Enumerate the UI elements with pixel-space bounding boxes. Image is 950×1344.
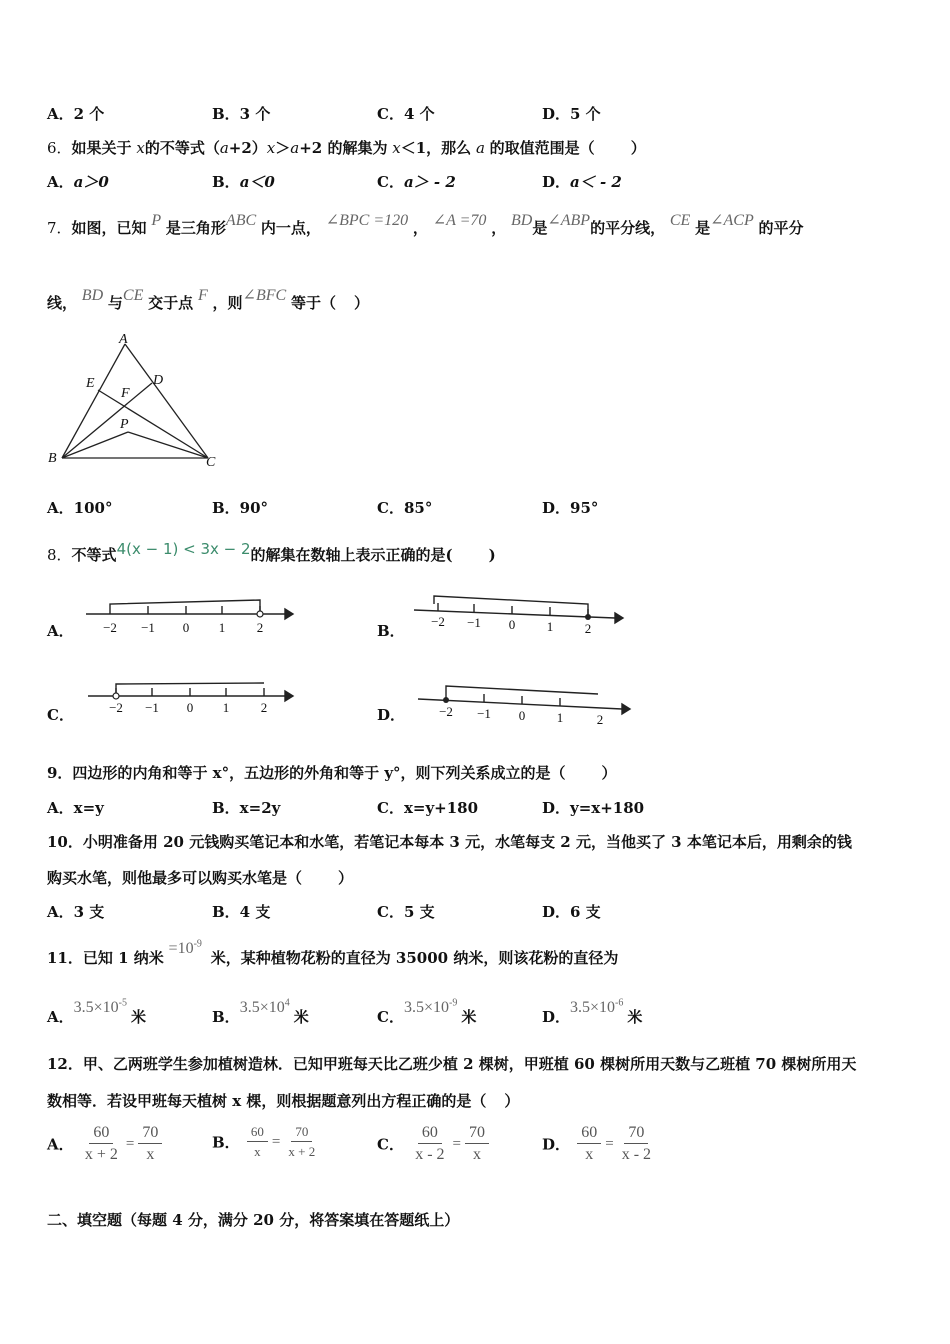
q7-math: BD [81,287,104,304]
q7-text: ） [353,294,369,312]
q6-option-value: a＜0 [239,173,275,191]
fig-label-a: A [119,332,128,347]
q7-text: ，则 [212,294,243,312]
q6-option-b [212,171,275,192]
numerator: 60 [577,1124,601,1144]
q7-math: ∠ABP [547,212,591,229]
q6-text: 的不等式（ [144,139,220,157]
numerator: 60 [247,1124,268,1142]
q8-label-d: D． [377,706,406,724]
q6-option-c [377,171,456,192]
q9-option-b: B．x=2y [212,799,281,817]
q9-text: 9．四边形的内角和等于 x°，五边形的外角和等于 y°，则下列关系成立的是（ [47,764,566,782]
q8-number-line-a [80,590,300,640]
q6-option-value: a＜ - 2 [570,173,622,191]
q7-text: ， [491,219,507,237]
tick-label: −2 [103,620,117,635]
q11-unit: 米 [461,1008,477,1026]
fig-segment-cp [128,432,208,458]
q11-option-a [47,997,147,1027]
q12-text: 数相等．若设甲班每天植树 x 棵，则根据题意列出方程正确的是（ [47,1092,487,1110]
q7-stem-line1 [47,212,804,238]
q6-option-label: D． [542,173,571,191]
q6-var: x [266,139,276,157]
q11-base: 3.5×10 [73,999,119,1016]
q7-number: 7． [47,219,72,237]
q7-option-c: C．85° [377,499,433,517]
q8-number-line-d [412,676,637,731]
q6-text: +2 的解集为 [299,139,388,157]
tick-label: 0 [508,617,516,632]
denominator: x [472,1146,481,1163]
q12-fraction [247,1124,268,1160]
q6-options [47,171,927,195]
q7-math: CE [122,287,144,304]
fig-segment-bp [62,432,128,458]
q7-math: ∠ACP [710,212,754,229]
q11-exponent: -9 [193,938,202,950]
q12-fraction [138,1124,162,1164]
q11-exponent: -5 [118,997,128,1009]
q8-stem [47,540,496,565]
q8-number: 8． [47,546,72,564]
q12-option-b [212,1124,321,1160]
fig-label-p: P [120,417,129,432]
tick-label: −1 [477,706,491,721]
q11-unit: 米 [131,1008,147,1026]
q6-text: 的取值范围是（ [489,139,595,157]
q11-option-label: C． [377,1008,404,1026]
q6-option-value: a＞0 [73,173,109,191]
q10-option-b: B．4 支 [212,903,271,921]
q10-stem-line1 [47,831,852,852]
q9-stem [47,762,617,783]
q9-option-d: D．y=x+180 [542,799,645,817]
numerator: 60 [418,1124,442,1144]
q11-option-d [542,997,643,1027]
q11-base: 3.5×10 [239,999,285,1016]
q10-text: 购买水笔，则他最多可以购买水笔是（ [47,869,303,887]
q11-options [47,997,927,1030]
q12-option-label: B． [212,1133,240,1152]
q6-number: 6． [47,139,72,157]
q12-option-label: C． [377,1135,404,1154]
q8-number-line-c [80,676,300,726]
q7-text: 是三角形 [165,219,226,237]
q12-text: ） [504,1092,520,1110]
tick-label: 1 [222,700,230,715]
numerator: 70 [291,1124,312,1142]
q7-text: 的平分线， [590,219,666,237]
equals-sign: = [605,1135,614,1152]
q7-text: 是 [695,219,711,237]
q8-number-line-b [410,590,630,640]
q7-math: CE [669,212,691,229]
q7-text: 与 [107,294,123,312]
q6-option-label: A． [47,173,74,191]
fig-label-b: B [48,451,57,466]
q7-math: ∠A =70 [432,212,487,229]
q7-math: BD [510,212,533,229]
q12-stem-line2 [47,1090,519,1111]
denominator: x [146,1146,155,1163]
tick-label: 0 [518,708,526,723]
q11-stem [47,938,619,968]
q6-text: +2） [228,139,267,157]
tick-label: 1 [546,619,554,634]
q6-option-value: a＞ - 2 [403,173,456,191]
fig-segment-bd [62,383,152,458]
q7-stem-line2 [47,287,369,313]
q7-math: ABC [225,212,257,229]
q12-fraction [577,1124,601,1164]
q6-var: a [290,139,300,157]
q12-options [47,1124,927,1174]
denominator: x + 2 [84,1146,118,1163]
q9-text: ） [601,764,617,782]
q6-var: x [392,139,401,157]
q10-text: ） [338,869,354,887]
closed-point [443,697,449,703]
tick-label: 2 [260,700,268,715]
tick-label: −2 [431,614,445,629]
q10-option-c: C．5 支 [377,903,435,921]
q12-option-c [377,1124,491,1164]
tick-label: 1 [218,620,226,635]
tick-label: −2 [109,700,123,715]
q11-text: 米，某种植物花粉的直径为 35000 纳米，则该花粉的直径为 [210,949,619,967]
tick-label: −1 [141,620,155,635]
q5-option-c: C．4 个 [377,105,435,123]
q7-text: 内一点， [260,219,321,237]
q6-text: ） [630,139,646,157]
numerator: 60 [89,1124,113,1144]
q6-stem [47,137,646,158]
q8-text: 的解集在数轴上表示正确的是( [250,546,453,564]
q11-base: 3.5×10 [570,999,616,1016]
open-point [257,611,263,617]
fig-label-c: C [206,455,216,470]
q6-option-d [542,171,622,192]
q10-options [47,901,927,925]
q9-option-a: A．x=y [47,799,104,817]
q7-options [47,497,927,521]
q10-stem-line2 [47,867,353,888]
q12-fraction [465,1124,489,1164]
q7-math: P [151,212,162,229]
q12-option-a [47,1124,164,1164]
q10-text: 10．小明准备用 20 元钱购买笔记本和水笔，若笔记本每本 3 元，水笔每支 2 元，当他买了 3 本笔记本后，用剩余的钱 [47,833,852,851]
closed-point [585,614,591,620]
q11-exponent: 4 [284,997,290,1009]
arrow [622,704,630,714]
q8-inequality: 4(x − 1) < 3x − 2 [116,540,251,558]
fig-label-e: E [86,376,95,391]
q6-text: ＜1，那么 [400,139,472,157]
arrow [285,691,293,701]
q7-option-b: B．90° [212,499,269,517]
q6-var: a [475,139,485,157]
q7-text: 如图，已知 [71,219,147,237]
q7-text: 等于（ [290,294,336,312]
q5-option-d: D．5 个 [542,105,601,123]
q7-text: 线， [47,294,78,312]
tick-label: −1 [467,615,481,630]
q12-fraction [618,1124,655,1164]
q7-text: 的平分 [758,219,804,237]
q8-label-c: C． [47,706,74,724]
q6-option-a [47,171,109,192]
section-2-heading: 二、填空题（每题 4 分，满分 20 分，将答案填在答题纸上） [47,1211,460,1229]
q8-text: 不等式 [71,546,117,564]
tick-label: 0 [186,700,194,715]
q12-fraction [81,1124,122,1164]
q7-text: ， [412,219,428,237]
tick-label: 2 [584,621,592,636]
q6-option-label: B． [212,173,240,191]
tick-label: 1 [556,710,564,725]
tick-label: 0 [182,620,190,635]
q7-option-a: A．100° [47,499,113,517]
arrow [615,613,623,623]
q8-text: ) [488,546,496,564]
q11-option-b [212,997,309,1027]
q11-option-c [377,997,477,1027]
q11-exponent: -9 [448,997,458,1009]
q6-text: ＞ [275,139,291,157]
q10-option-d: D．6 支 [542,903,601,921]
q9-options [47,797,927,821]
q7-math: F [197,287,208,304]
q7-text: 交于点 [148,294,194,312]
q11-text: 11．已知 1 纳米 [47,949,164,967]
q12-stem-line1 [47,1053,856,1074]
denominator: x - 2 [621,1146,652,1163]
q5-option-a: A．2 个 [47,105,105,123]
q7-math: ∠BPC =120 [325,212,409,229]
q12-text: 12．甲、乙两班学生参加植树造林．已知甲班每天比乙班少植 2 棵树，甲班植 60 棵树所用天数与乙班植 70 棵树所用天 [47,1055,857,1073]
q12-fraction [284,1124,319,1160]
q7-math: ∠BFC [242,287,287,304]
fig-segment-ce [98,390,208,458]
equals-sign: = [125,1135,135,1152]
equals-sign: = [452,1135,461,1152]
tick-label: −1 [145,700,159,715]
open-point [113,693,119,699]
denominator: x [254,1144,261,1159]
tick-label: −2 [439,704,453,719]
q8-label-a: A． [47,622,74,640]
fig-side-ac [125,344,208,458]
q7-option-d: D．95° [542,499,599,517]
tick-label: 2 [596,712,604,727]
q12-fraction [411,1124,448,1164]
denominator: x + 2 [288,1144,316,1159]
q10-option-a: A．3 支 [47,903,105,921]
q6-var: a [219,139,229,157]
tick-label: 2 [256,620,264,635]
fig-label-f: F [121,386,130,401]
q11-option-label: D． [542,1008,571,1026]
denominator: x - 2 [415,1146,445,1163]
fig-label-d: D [153,373,164,388]
q6-var: x [136,139,145,157]
q12-option-label: A． [47,1135,74,1154]
numerator: 70 [465,1124,489,1144]
q11-nanometer-value [169,940,202,957]
equals-sign: = [271,1133,281,1150]
q11-unit: 米 [293,1008,309,1026]
q6-text: 如果关于 [71,139,132,157]
q11-option-label: A． [47,1008,74,1026]
arrow [285,609,293,619]
solution-bracket [110,600,260,614]
q12-option-label: D． [542,1135,571,1154]
q5-option-b: B．3 个 [212,105,271,123]
q7-triangle-figure [40,330,230,475]
q7-text: 是 [532,219,548,237]
q11-base: 3.5×10 [403,999,449,1016]
q5-options [47,103,927,127]
numerator: 70 [624,1124,648,1144]
q11-exponent: -6 [615,997,624,1009]
numerator: 70 [138,1124,162,1144]
q11-base: =10 [168,940,194,957]
denominator: x [585,1146,594,1163]
q6-option-label: C． [377,173,404,191]
q8-label-b: B． [377,622,405,640]
q11-unit: 米 [627,1008,643,1026]
q9-option-c: C．x=y+180 [377,799,479,817]
q12-option-d [542,1124,657,1164]
q11-option-label: B． [212,1008,240,1026]
